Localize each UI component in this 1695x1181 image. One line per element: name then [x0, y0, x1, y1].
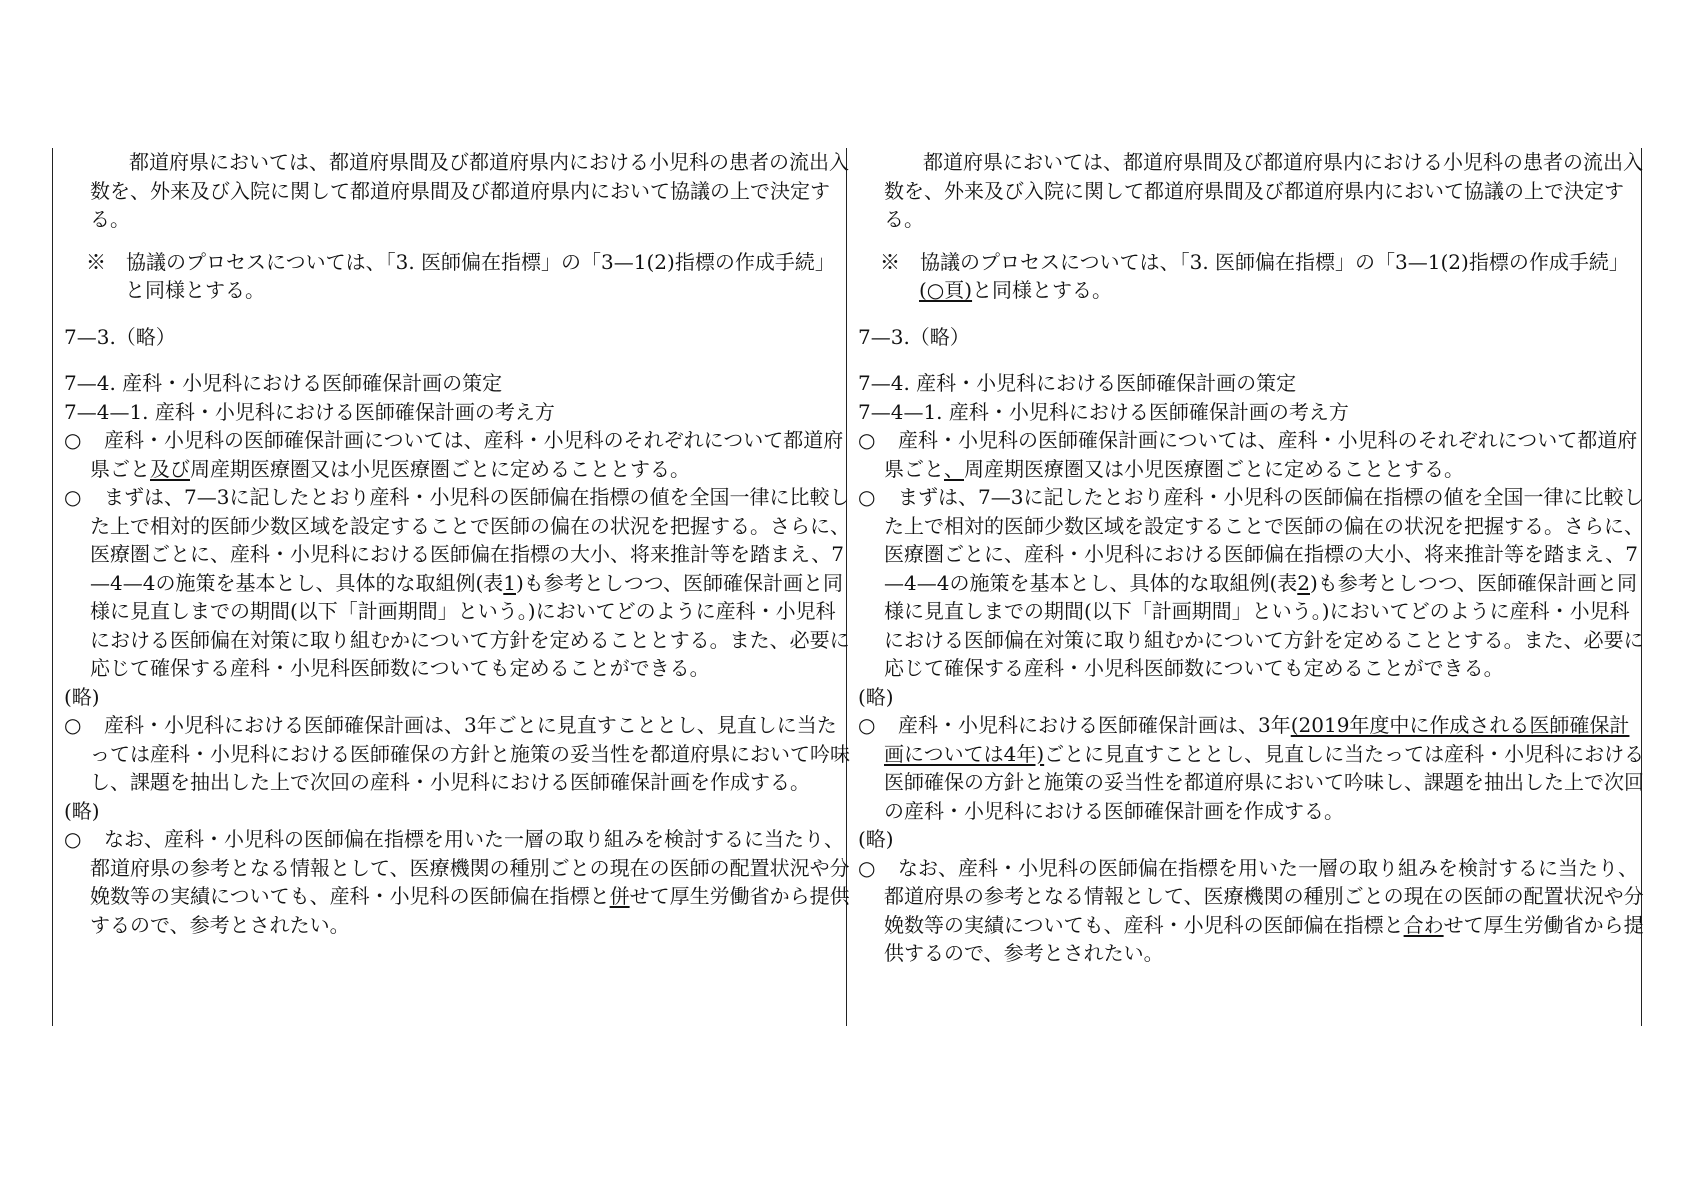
note-mark: ※	[880, 249, 900, 274]
bullet-mark: ○	[858, 713, 876, 737]
bullet-mark: ○	[858, 428, 876, 452]
right-column	[858, 148, 1648, 968]
bullet-4: ○ なお、産科・小児科の医師偏在指標を用いた一層の取り組みを検討するに当たり、都道府県の参考となる情報として、医療機関の種別ごとの現在の医師の配置状況や分娩数等の実績についても、産科・小児科の医師偏在指標と併せて厚生労働省から提供するので、参考とされたい。	[64, 827, 850, 937]
bullet-2: ○ まずは、7—3に記したとおり産科・小児科の医師偏在指標の値を全国一律に比較した上で相対的医師少数区域を設定することで医師の偏在の状況を把握する。さらに、医療圏ごとに、産科・小児科における医師偏在指標の大小、将来推計等を踏まえ、7—4—4の施策を基本とし、具体的な取組例(表2)も参考としつつ、医師確保計画と同様に見直しまでの期間(以下「計画期間」という。)においてどのように産科・小児科における医師偏在対策に取り組むかについて方針を定めることとする。また、必要に応じて確保する産科・小児科医師数についても定めることができる。	[858, 485, 1644, 680]
bullet-mark: ○	[858, 485, 876, 509]
omitted-2: (略)	[858, 827, 894, 851]
omitted-1: (略)	[858, 684, 894, 709]
left-column	[64, 148, 854, 939]
note-mark: ※	[86, 249, 106, 274]
paragraph-outflow: 都道府県においては、都道府県間及び都道府県内における小児科の患者の流出入数を、外来及び入院に関して都道府県間及び都道府県内において協議の上で決定する。	[884, 150, 1643, 231]
section-7-4-1-heading: 7—4—1. 産科・小児科における医師確保計画の考え方	[858, 399, 1349, 424]
section-7-4-heading: 7—4. 産科・小児科における医師確保計画の策定	[858, 371, 1297, 395]
bullet-1: ○ 産科・小児科の医師確保計画については、産科・小児科のそれぞれについて都道府県ごと及び周産期医療圏又は小児医療圏ごとに定めることとする。	[64, 428, 844, 481]
bullet-mark: ○	[64, 827, 82, 851]
bullet-4: ○ なお、産科・小児科の医師偏在指標を用いた一層の取り組みを検討するに当たり、都道府県の参考となる情報として、医療機関の種別ごとの現在の医師の配置状況や分娩数等の実績についても、産科・小児科の医師偏在指標と合わせて厚生労働省から提供するので、参考とされたい。	[858, 855, 1644, 965]
section-7-4-heading: 7—4. 産科・小児科における医師確保計画の策定	[64, 371, 503, 395]
note-process: ※ 協議のプロセスについては、「3. 医師偏在指標」の「3—1(2)指標の作成手続」と同様とする。	[86, 249, 835, 302]
section-7-3: 7—3.（略）	[858, 324, 970, 349]
underline-change: 2	[1297, 570, 1310, 595]
bullet-2: ○ まずは、7—3に記したとおり産科・小児科の医師偏在指標の値を全国一律に比較した上で相対的医師少数区域を設定することで医師の偏在の状況を把握する。さらに、医療圏ごとに、産科・小児科における医師偏在指標の大小、将来推計等を踏まえ、7—4—4の施策を基本とし、具体的な取組例(表1)も参考としつつ、医師確保計画と同様に見直しまでの期間(以下「計画期間」という。)においてどのように産科・小児科における医師偏在対策に取り組むかについて方針を定めることとする。また、必要に応じて確保する産科・小児科医師数についても定めることができる。	[64, 485, 850, 680]
underline-change: 及び	[150, 456, 190, 481]
bullet-mark: ○	[858, 855, 876, 880]
bullet-mark: ○	[64, 428, 82, 452]
underline-change: 合わ	[1403, 912, 1444, 937]
bullet-1: ○ 産科・小児科の医師確保計画については、産科・小児科のそれぞれについて都道府県ごと、周産期医療圏又は小児医療圏ごとに定めることとする。	[858, 428, 1638, 481]
bullet-mark: ○	[64, 713, 82, 737]
bullet-3: ○ 産科・小児科における医師確保計画は、3年ごとに見直すこととし、見直しに当たっては産科・小児科における医師確保の方針と施策の妥当性を都道府県において吟味し、課題を抽出した上で次回の産科・小児科における医師確保計画を作成する。	[64, 713, 850, 794]
bullet-mark: ○	[64, 485, 82, 509]
underline-change: 、	[944, 456, 964, 481]
paragraph-outflow: 都道府県においては、都道府県間及び都道府県内における小児科の患者の流出入数を、外来及び入院に関して都道府県間及び都道府県内において協議の上で決定する。	[90, 150, 849, 231]
omitted-2: (略)	[64, 798, 100, 823]
underline-change: (○頁)	[919, 278, 973, 302]
omitted-1: (略)	[64, 684, 100, 709]
underline-change: 併	[609, 884, 630, 908]
section-7-3: 7—3.（略）	[64, 324, 176, 349]
section-7-4-1-heading: 7—4—1. 産科・小児科における医師確保計画の考え方	[64, 399, 555, 424]
note-process: ※ 協議のプロセスについては、「3. 医師偏在指標」の「3—1(2)指標の作成手続」(○頁)と同様とする。	[880, 249, 1629, 302]
border-left	[52, 148, 53, 1026]
underline-change: 1	[503, 570, 516, 595]
bullet-3: ○ 産科・小児科における医師確保計画は、3年(2019年度中に作成される医師確保計画については4年)ごとに見直すこととし、見直しに当たっては産科・小児科における医師確保の方針と施策の妥当性を都道府県において吟味し、課題を抽出した上で次回の産科・小児科における医師確保計画を作成する。	[858, 713, 1645, 823]
underline-change: (2019年度中に作成される医師確保計画については4年)	[884, 713, 1630, 766]
